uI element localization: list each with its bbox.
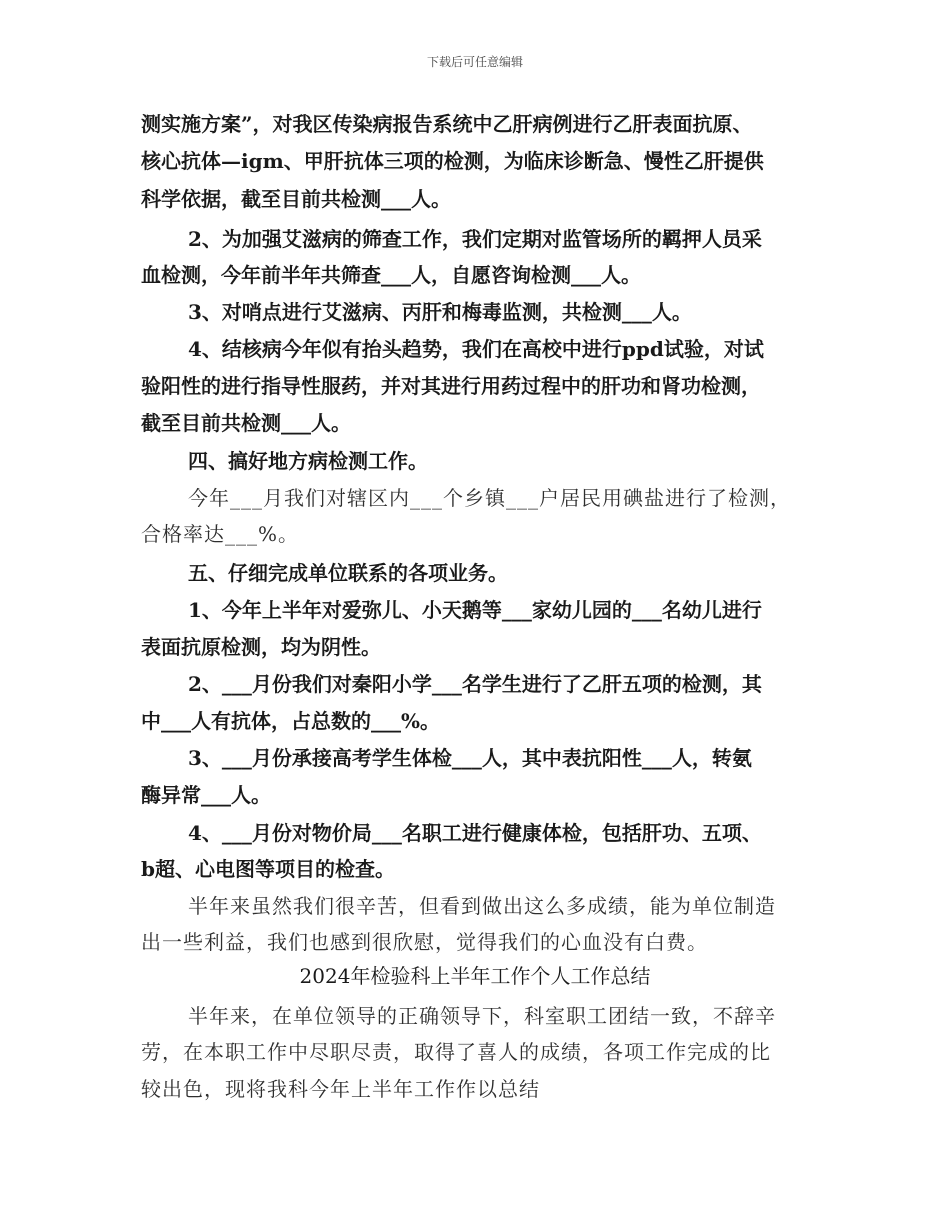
document-title: 2024年检验科上半年工作个人工作总结	[299, 964, 651, 988]
text-line: 核心抗体—igm、甲肝抗体三项的检测，为临床诊断急、慢性乙肝提供	[141, 149, 764, 173]
text-line: 3、对哨点进行艾滋病、丙肝和梅毒监测，共检测___人。	[188, 300, 692, 324]
text-line: 表面抗原检测，均为阴性。	[141, 635, 381, 659]
text-line: b超、心电图等项目的检查。	[141, 857, 395, 881]
text-line: 验阳性的进行指导性服药，并对其进行用药过程中的肝功和肾功检测，	[141, 374, 761, 398]
text-line: 今年___月我们对辖区内___个乡镇___户居民用碘盐进行了检测，	[188, 486, 791, 510]
text-line: 4、___月份对物价局___名职工进行健康体检，包括肝功、五项、	[188, 821, 762, 845]
text-line: 2、为加强艾滋病的筛查工作，我们定期对监管场所的羁押人员采	[188, 227, 762, 251]
text-line: 半年来，在单位领导的正确领导下，科室职工团结一致，不辞辛	[188, 1004, 776, 1028]
section-heading: 四、搞好地方病检测工作。	[188, 449, 428, 473]
text-line: 劳，在本职工作中尽职尽责，取得了喜人的成绩，各项工作完成的比	[141, 1040, 771, 1064]
text-line: 科学依据，截至目前共检测___人。	[141, 187, 451, 211]
text-line: 半年来虽然我们很辛苦，但看到做出这么多成绩，能为单位制造	[188, 894, 776, 918]
text-line: 中___人有抗体，占总数的___%。	[141, 709, 441, 733]
page-header: 下载后可任意编辑	[426, 55, 523, 69]
text-line: 1、今年上半年对爱弥儿、小天鹅等___家幼儿园的___名幼儿进行	[188, 598, 762, 622]
text-line: 测实施方案”，对我区传染病报告系统中乙肝病例进行乙肝表面抗原、	[141, 112, 753, 136]
text-line: 2、___月份我们对秦阳小学___名学生进行了乙肝五项的检测，其	[188, 672, 762, 696]
text-line: 出一些利益，我们也感到很欣慰，觉得我们的心血没有白费。	[141, 930, 708, 954]
text-line: 截至目前共检测___人。	[141, 411, 351, 435]
section-heading: 五、仔细完成单位联系的各项业务。	[188, 561, 508, 585]
text-line: 酶异常___人。	[141, 783, 271, 807]
text-line: 4、结核病今年似有抬头趋势，我们在高校中进行ppd试验，对试	[188, 337, 764, 361]
text-line: 3、___月份承接高考学生体检___人，其中表抗阳性___人，转氨	[188, 746, 752, 770]
text-line: 血检测，今年前半年共筛查___人，自愿咨询检测___人。	[141, 263, 641, 287]
text-line: 较出色，现将我科今年上半年工作作以总结	[141, 1077, 540, 1101]
text-line: 合格率达___%。	[141, 522, 300, 546]
